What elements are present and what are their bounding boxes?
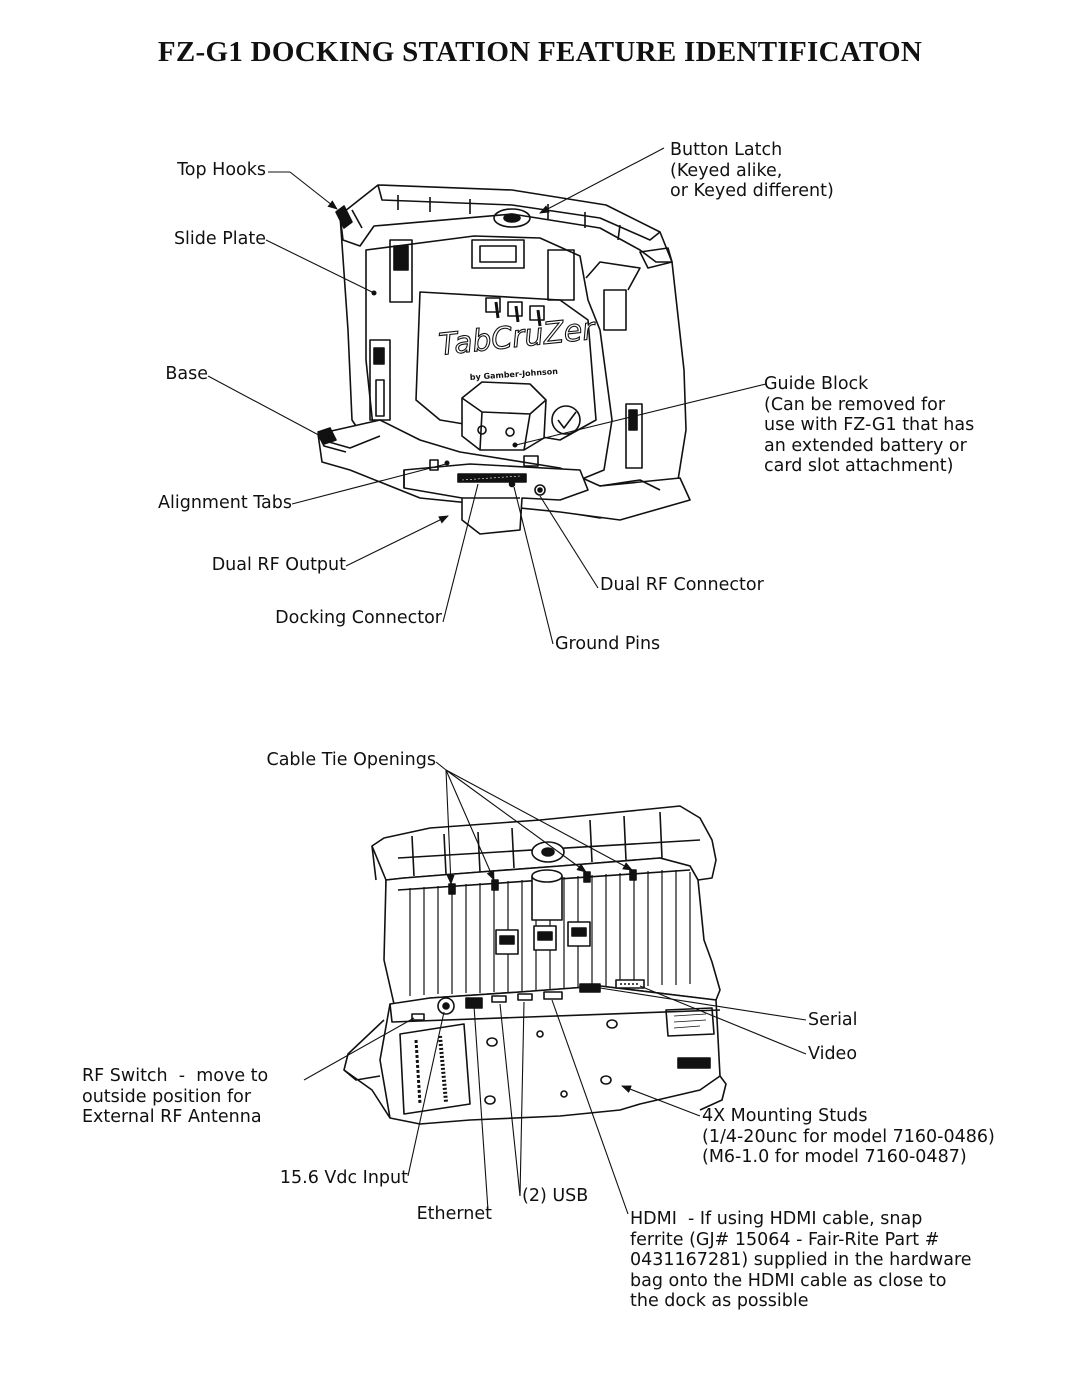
label-ground-pins: Ground Pins [555,634,661,654]
label-hdmi-line-5: the dock as possible [630,1291,809,1311]
leader-dual-rf-output [346,516,448,566]
page-title: FZ-G1 DOCKING STATION FEATURE IDENTIFICATON [157,36,923,68]
label-guide-block-line-1: Guide Block [764,374,869,394]
leader-base [208,376,328,440]
label-hdmi-line-2: ferrite (GJ# 15064 - Fair-Rite Part # [630,1229,940,1250]
label-base: Base [165,364,208,384]
label-rf-switch [82,1066,268,1128]
label-vdc-input: 15.6 Vdc Input [279,1168,408,1188]
label-alignment-tabs: Alignment Tabs [158,493,292,513]
label-rf-switch-line-1: RF Switch - move to [82,1066,269,1086]
label-rf-switch-line-2: outside position for [82,1086,252,1107]
label-video: Video [808,1044,858,1064]
label-guide-block [764,374,974,477]
label-hdmi-line-1: HDMI - If using HDMI cable, snap [630,1209,923,1229]
label-button-latch-line-1: Button Latch [670,140,783,160]
leader-top-hooks [290,172,337,209]
label-dual-rf-output: Dual RF Output [211,555,346,575]
label-top-hooks: Top Hooks [177,160,266,180]
label-hdmi [630,1209,972,1312]
label-mounting-studs [702,1106,995,1168]
tabcruzer-logo: TabCruZer [437,311,597,363]
label-button-latch [670,140,834,202]
label-docking-connector: Docking Connector [275,608,442,628]
label-guide-block-line-5: card slot attachment) [764,456,954,476]
label-hdmi-line-4: bag onto the HDMI cable as close to [630,1270,947,1291]
label-ethernet: Ethernet [416,1204,492,1224]
label-usb: (2) USB [522,1186,589,1206]
label-dual-rf-connector: Dual RF Connector [600,575,764,595]
label-guide-block-line-4: an extended battery or [764,435,967,456]
leader-button-latch [540,148,664,213]
label-rf-switch-line-3: External RF Antenna [82,1107,262,1127]
dock-back-view [344,806,726,1124]
label-serial: Serial [808,1010,858,1030]
dock-front-view [318,185,690,534]
label-guide-block-line-3: use with FZ-G1 that has [764,415,975,435]
label-button-latch-line-2: (Keyed alike, [670,160,783,181]
label-mounting-studs-line-2: (1/4-20unc for model 7160-0486) [702,1126,995,1147]
label-cable-tie-openings: Cable Tie Openings [266,750,436,770]
gamber-johnson-logo-sub: by Gamber-Johnson [469,366,559,382]
label-slide-plate: Slide Plate [173,229,266,249]
leader-docking-connector [443,484,478,622]
label-mounting-studs-line-1: 4X Mounting Studs [702,1106,868,1126]
label-button-latch-line-3: or Keyed different) [670,181,834,201]
label-guide-block-line-2: (Can be removed for [764,394,946,415]
label-hdmi-line-3: 0431167281) supplied in the hardware [630,1250,972,1270]
label-mounting-studs-line-3: (M6-1.0 for model 7160-0487) [702,1147,967,1167]
